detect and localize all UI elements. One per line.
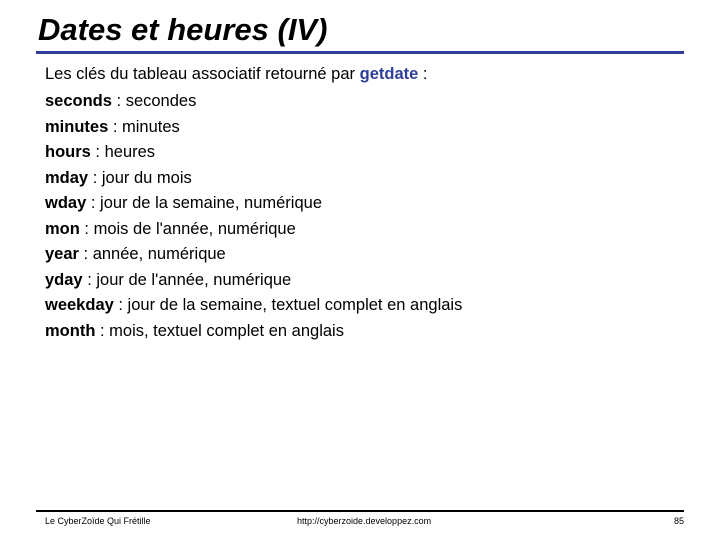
intro-text: Les clés du tableau associatif retourné par [45,65,360,83]
list-item [45,115,685,141]
item-key: wday [45,194,87,212]
list-item [45,191,685,217]
intro-line [45,62,685,87]
item-description: : jour de la semaine, textuel complet en anglais [113,296,463,314]
item-key: year [45,245,79,263]
list-item [45,217,685,243]
slide-content [45,62,685,344]
item-description: : jour de la semaine, numérique [86,194,322,212]
list-item [45,293,685,319]
list-item [45,89,685,115]
item-key: month [45,321,96,340]
item-description: : jour du mois [88,168,192,187]
footer-url[interactable]: http://cyberzoide.developpez.com [297,516,432,526]
title-underline [36,51,684,54]
item-key: seconds [45,92,112,110]
item-key: mon [45,219,80,238]
list-item [45,140,685,166]
item-key: hours [45,143,91,161]
item-description: : secondes [111,92,197,110]
item-description: : mois, textuel complet en anglais [95,321,344,340]
footer-divider [36,510,684,512]
list-item [45,166,685,192]
list-item [45,268,685,294]
list-item [45,242,685,268]
item-key: yday [45,270,83,289]
item-description: : mois de l'année, numérique [79,219,296,238]
item-key: weekday [45,296,114,314]
slide-title: Dates et heures (IV) [38,12,328,47]
item-description: : jour de l'année, numérique [82,270,292,289]
item-description: : minutes [108,117,180,136]
page-number: 85 [673,516,684,526]
list-item [45,319,685,345]
item-key: mday [45,168,89,187]
footer-author: Le CyberZoïde Qui Frétille [45,516,151,526]
intro-suffix: : [418,65,428,83]
item-description: : année, numérique [78,245,226,263]
intro-keyword: getdate [359,65,419,83]
item-description: : heures [90,143,156,161]
item-key: minutes [45,117,109,136]
key-list [45,89,685,344]
